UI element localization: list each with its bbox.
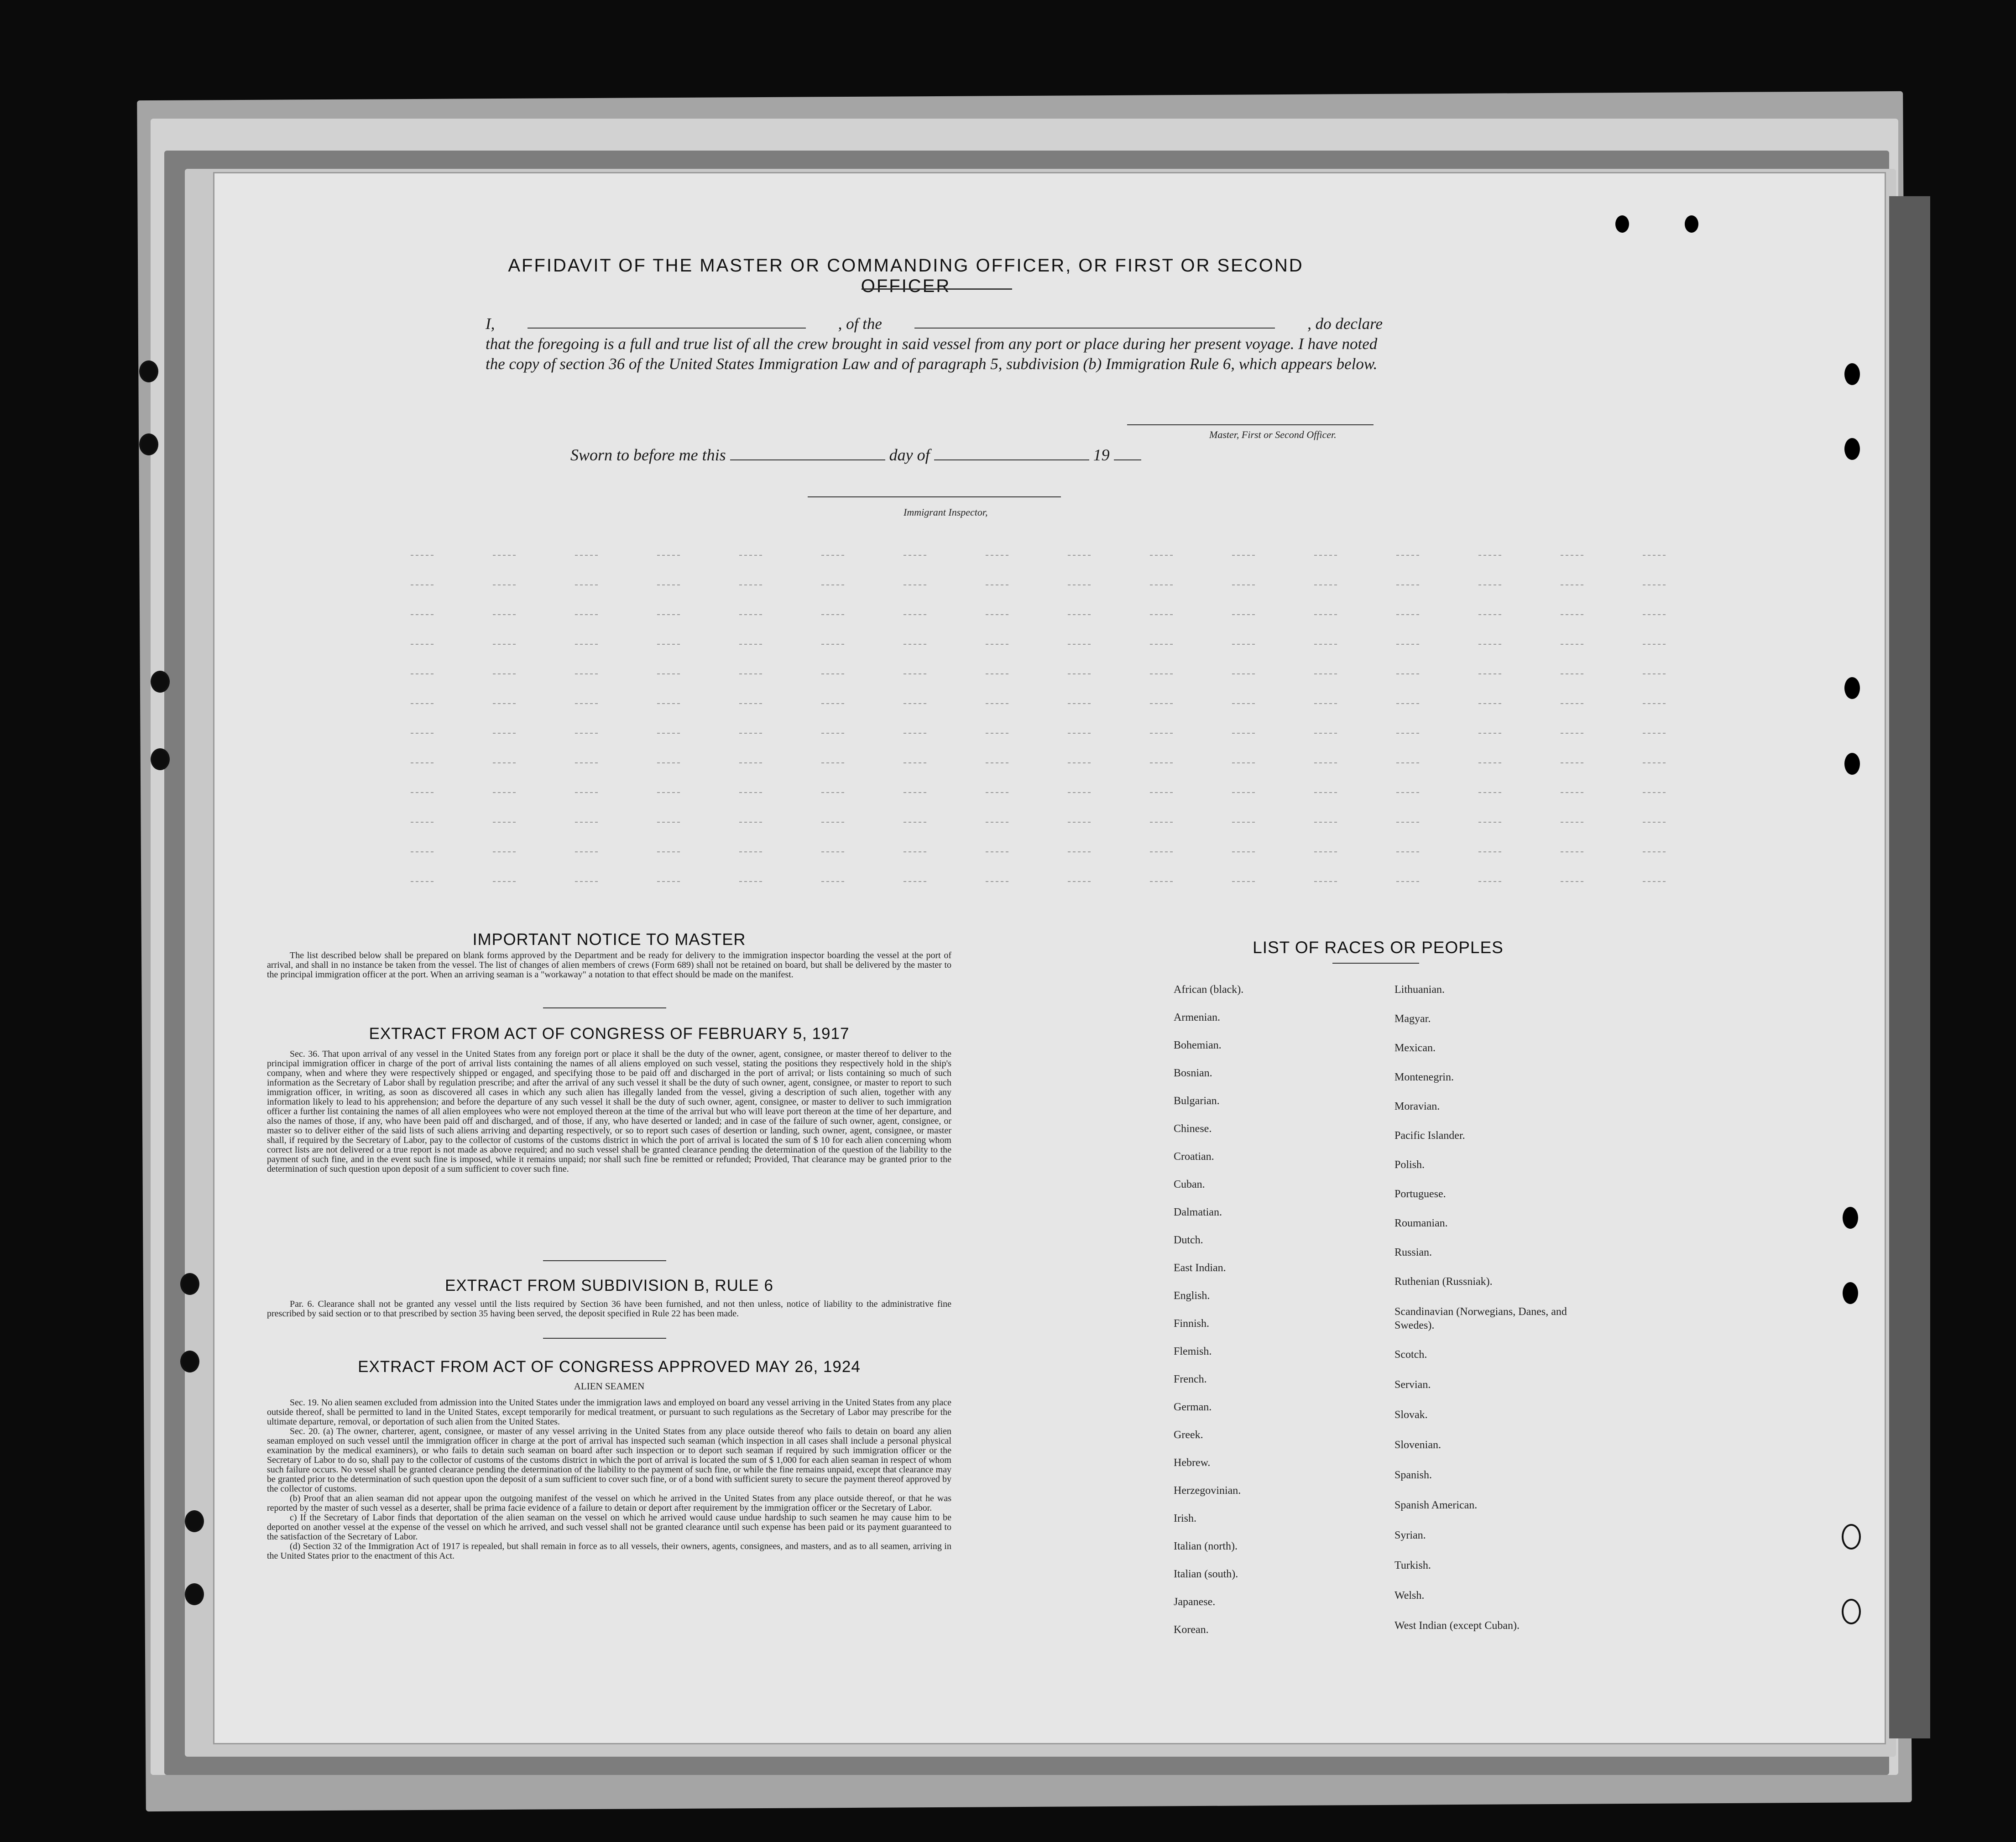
binder-hole bbox=[1844, 363, 1860, 385]
race-item: Bohemian. bbox=[1174, 1039, 1222, 1051]
race-item: Dalmatian. bbox=[1174, 1206, 1222, 1218]
binder-hole bbox=[180, 1273, 199, 1295]
do-declare-text: , do declare bbox=[1307, 315, 1383, 333]
race-item: Montenegrin. bbox=[1394, 1071, 1454, 1083]
divider bbox=[543, 1007, 666, 1008]
faint-table-row bbox=[411, 668, 1780, 672]
extract-1924-title: EXTRACT FROM ACT OF CONGRESS APPROVED MAY 26, 1924 bbox=[358, 1358, 861, 1376]
background-sheet-edge bbox=[1889, 196, 1930, 1738]
binder-hole bbox=[139, 360, 158, 382]
notice-text bbox=[267, 951, 951, 980]
binder-hole bbox=[1842, 1524, 1861, 1550]
race-item: Dutch. bbox=[1174, 1234, 1203, 1246]
faint-table-row bbox=[411, 550, 1780, 553]
extract-rule6-paragraph: Par. 6. Clearance shall not be granted any vessel until the lists required by Section 36 have been furnished, and not then unless, notice of liability to the administrative fine prescribed by said section or to that prescribed by section 35 having been served, the deposit specified in Rule 22 has been made. bbox=[267, 1299, 951, 1319]
faint-table-row bbox=[411, 579, 1780, 583]
inspector-label: Immigrant Inspector, bbox=[904, 506, 988, 518]
binder-hole bbox=[1844, 438, 1860, 460]
faint-table-row bbox=[411, 609, 1780, 613]
extract-1924-text bbox=[267, 1398, 951, 1561]
race-item: Hebrew. bbox=[1174, 1457, 1211, 1469]
notice-paragraph: The list described below shall be prepared on blank forms approved by the Department and be ready for delivery to the immigration inspector boarding the vessel at the port of arrival, and shall in no instance be taken from the vessel. The list of changes of alien members of crews (Form 689) shall not be retained on board, but shall be delivered by the master to the principal immigration officer at the port. When an arriving seaman is a "workaway" a notation to that effect should be made on the manifest. bbox=[267, 950, 951, 980]
sworn-year-field[interactable] bbox=[1114, 446, 1141, 460]
faint-table-row bbox=[411, 639, 1780, 642]
race-item: Flemish. bbox=[1174, 1346, 1212, 1357]
punch-mark bbox=[1685, 215, 1698, 233]
sworn-prefix: Sworn to before me this bbox=[570, 446, 726, 464]
sworn-year-text: 19 bbox=[1093, 446, 1110, 464]
binder-hole bbox=[185, 1510, 204, 1532]
divider bbox=[1332, 963, 1419, 964]
binder-hole bbox=[151, 748, 170, 770]
race-item: Croatian. bbox=[1174, 1151, 1214, 1163]
divider bbox=[543, 1260, 666, 1261]
race-item: Cuban. bbox=[1174, 1179, 1205, 1190]
affidavit-body-text: that the foregoing is a full and true list of all the crew brought in said vessel from any port or place during her present voyage. I have noted the copy of section 36 of the United States Immigration Law and of paragraph 5, subdivision (b) Immigration Rule 6, which appears below. bbox=[486, 335, 1378, 373]
affidavit-text bbox=[486, 314, 1383, 374]
race-item: East Indian. bbox=[1174, 1262, 1226, 1274]
race-item: Lithuanian. bbox=[1394, 984, 1445, 996]
binder-hole bbox=[1843, 1207, 1858, 1229]
sworn-line bbox=[570, 445, 1141, 464]
binder-hole bbox=[151, 671, 170, 693]
extract-1917-title: EXTRACT FROM ACT OF CONGRESS OF FEBRUARY 5, 1917 bbox=[369, 1025, 850, 1043]
race-item: Scotch. bbox=[1394, 1349, 1427, 1361]
sworn-day-text: day of bbox=[889, 446, 930, 464]
race-item: Ruthenian (Russniak). bbox=[1394, 1276, 1493, 1288]
race-item: Armenian. bbox=[1174, 1012, 1220, 1023]
race-item: German. bbox=[1174, 1401, 1212, 1413]
race-item: Bosnian. bbox=[1174, 1067, 1212, 1079]
race-item: Portuguese. bbox=[1394, 1188, 1446, 1200]
race-item: Bulgarian. bbox=[1174, 1095, 1220, 1107]
inspector-signature-line[interactable] bbox=[808, 496, 1061, 497]
sworn-day-field[interactable] bbox=[730, 446, 885, 460]
race-item: Polish. bbox=[1394, 1159, 1425, 1171]
binder-hole bbox=[1842, 1599, 1861, 1624]
binder-hole bbox=[1844, 753, 1860, 775]
affidavit-declaration-line bbox=[486, 314, 1383, 334]
section-20d-paragraph: (d) Section 32 of the Immigration Act of 1917 is repealed, but shall remain in force as to all vessels, their owners, agents, consignees, and masters, and as to all seamen, arriving in the United States prior to the enactment of this Act. bbox=[267, 1541, 951, 1561]
race-item: African (black). bbox=[1174, 984, 1244, 996]
race-item: Italian (south). bbox=[1174, 1568, 1238, 1580]
race-item: Herzegovinian. bbox=[1174, 1485, 1241, 1497]
race-item: Spanish. bbox=[1394, 1469, 1432, 1481]
binder-hole bbox=[180, 1351, 199, 1372]
race-item: Turkish. bbox=[1394, 1560, 1431, 1571]
race-item: Scandinavian (Norwegians, Danes, and Swedes). bbox=[1394, 1306, 1567, 1331]
race-item: Irish. bbox=[1174, 1513, 1196, 1524]
race-item: Chinese. bbox=[1174, 1123, 1212, 1135]
race-item: Greek. bbox=[1174, 1429, 1203, 1441]
binder-hole bbox=[1844, 677, 1860, 699]
race-item: Magyar. bbox=[1394, 1013, 1431, 1025]
extract-1917-paragraph: Sec. 36. That upon arrival of any vessel in the United States from any foreign port or place it shall be the duty of the owner, agent, consignee, or master thereof to deliver to the principal immigration officer in charge of the port of arrival lists containing the names of all aliens employed on such vessel, stating the positions they respectively hold in the ship's company, when and where they were respectively shipped or engaged, and specifying those to be paid off and discharged in the port of arrival; or lists containing so much of such information as the Secretary of Labor shall by regulation prescribe; and after the arrival of any such vessel it shall be the duty of such owner, agent, consignee, or master to report to such immigration officer, in writing, as soon as discovered all cases in which any such alien has illegally landed from the vessel, giving a description of such alien, together with any information likely to lead to his apprehension; and before the departure of any such vessel it shall be the duty of such owner, agent, consignee, or master to deliver to such immigration officer a further list containing the names of all alien employees who were not employed thereon at the time of the arrival but who will leave port thereon at the time of her departure, and also the names of those, if any, who have been paid off and discharged, and of those, if any, who have deserted or landed; and in case of the failure of such owner, agent, consignee, or master so to deliver either of the said lists of such aliens arriving and departing respectively, or so to report such cases of desertion or landing, such owner, agent, consignee, or master shall, if required by the Secretary of Labor, pay to the collector of customs of the customs district in which the port of arrival is located the sum of $ 10 for each alien concerning whom correct lists are not delivered or a true report is not made as above required; and no such vessel shall be granted clearance pending the determination of the question of the liability to the payment of such fine, and in the event such fine is imposed, while it remains unpaid; nor shall such fine be remitted or refunded; Provided, That clearance may be granted prior to the determination of such question upon deposit of a sum sufficient to cover such fine. bbox=[267, 1049, 951, 1174]
faint-table-row bbox=[411, 817, 1780, 820]
race-item: English. bbox=[1174, 1290, 1210, 1302]
race-item: Spanish American. bbox=[1394, 1499, 1478, 1511]
race-item: Syrian. bbox=[1394, 1529, 1426, 1541]
binder-hole bbox=[185, 1583, 204, 1605]
vessel-name-field[interactable] bbox=[914, 314, 1275, 329]
sworn-month-field[interactable] bbox=[934, 446, 1089, 460]
binder-hole bbox=[139, 433, 158, 455]
section-20b-paragraph: (b) Proof that an alien seaman did not appear upon the outgoing manifest of the vessel on which he arrived in the United States from any place outside thereof, or that he was reported by the master of such vessel as a deserter, shall be prima facie evidence of a failure to detain or deport after requirement by the immigration officer or the Secretary of Labor. bbox=[267, 1493, 951, 1513]
race-item: Slovenian. bbox=[1394, 1439, 1441, 1451]
section-19-paragraph: Sec. 19. No alien seamen excluded from admission into the United States under the immigration laws and employed on board any vessel arriving in the United States from any place outside thereof, shall be permitted to land in the United States, except temporarily for medical treatment, or pursuant to such regulations as the Secretary of Labor may prescribe for the ultimate departure, removal, or deportation of such alien from the United States. bbox=[267, 1398, 951, 1427]
race-item: Pacific Islander. bbox=[1394, 1130, 1465, 1142]
master-signature-label: Master, First or Second Officer. bbox=[1209, 429, 1337, 440]
race-item: Roumanian. bbox=[1394, 1217, 1448, 1229]
race-item: French. bbox=[1174, 1373, 1207, 1385]
race-item: Finnish. bbox=[1174, 1318, 1210, 1330]
faint-table-row bbox=[411, 698, 1780, 702]
race-item: Moravian. bbox=[1394, 1101, 1440, 1112]
race-item: Italian (north). bbox=[1174, 1540, 1238, 1552]
faint-table-row bbox=[411, 728, 1780, 731]
race-item: Japanese. bbox=[1174, 1596, 1216, 1608]
divider bbox=[862, 288, 1012, 290]
extract-1917-text bbox=[267, 1049, 951, 1174]
of-the-text: , of the bbox=[838, 315, 882, 333]
extract-rule6-text bbox=[267, 1299, 951, 1319]
section-20c-paragraph: c) If the Secretary of Labor finds that deportation of the alien seaman on the vessel on which he arrived would cause undue hardship to such seamen he may cause him to be deported on another vessel at the expense of the vessel on which he arrived, and such vessel shall not be granted clearance until such expense has been paid or its payment guaranteed to the satisfaction of the Secretary of Labor. bbox=[267, 1513, 951, 1542]
faint-table-row bbox=[411, 876, 1780, 880]
faint-table-row bbox=[411, 757, 1780, 761]
notice-title: IMPORTANT NOTICE TO MASTER bbox=[472, 930, 746, 949]
race-item: West Indian (except Cuban). bbox=[1394, 1620, 1520, 1632]
section-20a-paragraph: Sec. 20. (a) The owner, charterer, agent, consignee, or master of any vessel arriving in the United States from any place outside thereof who fails to detain on board any alien seaman employed on such vessel until the immigration officer in charge at the port of arrival has inspected such seaman (which inspection in all cases shall include a personal physical examination by the medical examiners), or who fails to detain such seaman on board after such inspection or to deport such seaman if required by such immigration officer or the Secretary of Labor to do so, shall pay to the collector of customs of the customs district in which the port of arrival is located the sum of $ 1,000 for each alien seaman in respect of whom such failure occurs. No vessel shall be granted clearance pending the determination of the liability to the payment of such fine, or while the fine remains unpaid, except that clearance may be granted prior to the determination of such question upon the deposit of a sum sufficient to cover such fine, or of a bond with sufficient surety to secure the payment thereof approved by the collector of customs. bbox=[267, 1426, 951, 1494]
opening-i: I, bbox=[486, 315, 495, 333]
faint-table-row bbox=[411, 787, 1780, 791]
affidavit-title: AFFIDAVIT OF THE MASTER OR COMMANDING OFFICER, OR FIRST OR SECOND OFFICER bbox=[508, 256, 1304, 296]
master-signature-line[interactable] bbox=[1127, 424, 1374, 425]
officer-name-field[interactable] bbox=[528, 314, 806, 329]
race-item: Korean. bbox=[1174, 1624, 1209, 1636]
race-item: Mexican. bbox=[1394, 1042, 1436, 1054]
extract-1924-subtitle: ALIEN SEAMEN bbox=[574, 1381, 645, 1392]
faint-table-row bbox=[411, 846, 1780, 850]
binder-hole bbox=[1843, 1282, 1858, 1304]
divider bbox=[543, 1338, 666, 1339]
races-title: LIST OF RACES OR PEOPLES bbox=[1253, 938, 1504, 957]
race-item: Welsh. bbox=[1394, 1590, 1425, 1602]
punch-mark bbox=[1615, 215, 1629, 233]
extract-rule6-title: EXTRACT FROM SUBDIVISION B, RULE 6 bbox=[445, 1277, 773, 1294]
race-item: Russian. bbox=[1394, 1247, 1432, 1258]
race-item: Slovak. bbox=[1394, 1409, 1428, 1421]
race-item: Servian. bbox=[1394, 1379, 1431, 1391]
